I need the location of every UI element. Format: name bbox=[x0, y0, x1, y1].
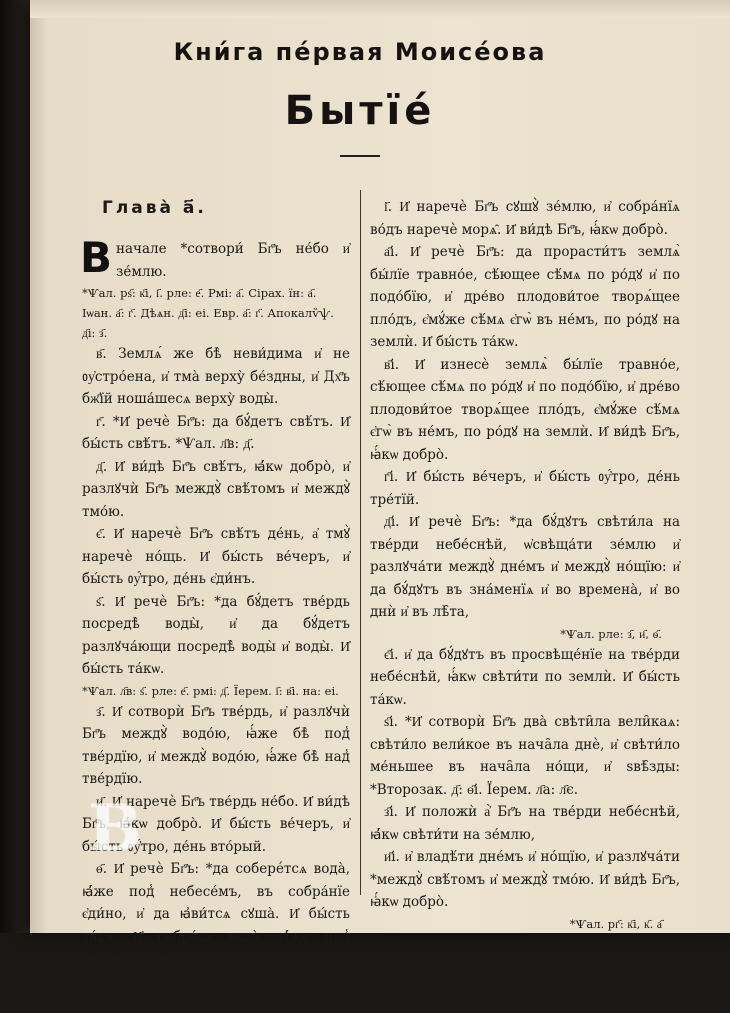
verse: и҃. И҆ наречѐ Бг҃ъ тве́рдь не́бо. И҆ ви́дѣ Бг҃ъ, ꙗ҆́кѡ добро̀. И҆ бы́сть ве́черъ, и҆ бы́сть ᲂу҆́тро, де́нь вто́рый. bbox=[82, 793, 350, 855]
previous-page-edge bbox=[30, 0, 730, 18]
verse: д҃. И҆ ви́дѣ Бг҃ъ свѣ́тъ, ꙗ҆́кѡ добро̀, и҆ разлꙋчѝ Бг҃ъ междꙋ̀ свѣ́томъ и҆ междꙋ̀ тмо́ю. bbox=[82, 458, 350, 520]
verse-text: начале *сотвори́ Бг҃ъ не́бо и҆ зе́млю. bbox=[116, 241, 350, 280]
verse: ѳ҃. И҆ речѐ Бг҃ъ: *да соберéтсѧ вода̀, ꙗ҆́же под̾ небесе́мъ, въ собра́нїе є҆ди́но, и҆ да ꙗ҆ви́тсѧ сꙋша̀. И҆ бы́сть та́кѡ. И҆ собра́сѧ вода̀, ꙗ҆́же под̾ небесе́мъ, въ собра́нїѧ своѧ̑, и҆ ꙗ҆ви́сѧ сꙋша̀. bbox=[82, 861, 350, 990]
verse: з҃. И҆ сотворѝ Бг҃ъ тве́рдь, и҆ разлꙋчѝ Бг҃ъ междꙋ̀ водо́ю, ꙗ҆́же бѣ̀ под̾ тве́рдїю, и҆ междꙋ̀ водо́ю, ꙗ҆́же бѣ̀ над̾ тве́рдїю. bbox=[82, 703, 350, 787]
left-column bbox=[82, 196, 350, 1013]
footnote-reference: *Ѱал. л҃в: ѕ҃. рле: е҃. рмі: д҃. Їерем. і҃: в҃і. на: еі. bbox=[82, 683, 339, 698]
drop-cap: В bbox=[80, 233, 113, 282]
footnote-reference: *Ѱал. рле: з҃, и҃, ѳ҃. bbox=[560, 626, 662, 641]
right-column-text bbox=[370, 196, 680, 934]
verse: а҃і. И҆ речѐ Бг҃ъ: да прорасти́тъ землѧ̀ бы́лїе травно́е, сѣ́ющее сѣ́мѧ по ро́дꙋ и҆ по подо́бїю, и҆ дре́во плодови́тое творѧ́щее пло́дъ, є҆мꙋ́же сѣ́мѧ є҆гѡ̀ въ не́мъ, по ро́дꙋ на землѝ. И҆ бы́сть та́кѡ. bbox=[370, 244, 680, 350]
verse: ѕ҃. И҆ речѐ Бг҃ъ: *да бꙋ́детъ тве́рдь посредѣ̀ воды̀, и҆ да бꙋ́детъ разлꙋча́ющи посредѣ̀ воды̀ и҆ воды̀. И҆ бы́сть та́кѡ. bbox=[82, 593, 350, 677]
watermark-logo: B bbox=[87, 791, 143, 866]
verse bbox=[80, 233, 350, 283]
verse: д҃і. И҆ речѐ Бг҃ъ: *да бꙋ́дꙋтъ свѣти́ла на тве́рди небе́снѣй, ѡ҆свѣща́ти зе́млю и҆ разлꙋча́ти междꙋ̀ дне́мъ и҆ междꙋ̀ но́щїю: и҆ да бꙋ́дꙋтъ въ зна́менїѧ и҆ во времена̀, и҆ во днѝ и҆ въ лѣ̑та, bbox=[370, 514, 680, 620]
verse: є҃. И҆ наречѐ Бг҃ъ свѣ́тъ де́нь, а҆ тмꙋ̀ наречѐ но́щь. И҆ бы́сть ве́черъ, и҆ бы́сть ᲂу҆́тро, де́нь є҆ди́нъ. bbox=[82, 526, 350, 587]
verse: и҃і. и҆ владѣ́ти дне́мъ и҆ но́щїю, и҆ разлꙋча́ти *междꙋ̀ свѣ́томъ и҆ междꙋ̀ тмо́ю. И҆ ви́дѣ Бг҃ъ, ꙗ҆́кѡ добро̀. bbox=[370, 849, 680, 910]
book-spine-shadow bbox=[0, 0, 30, 933]
book-title: Кни́га пе́рвая Моисе́ова bbox=[173, 38, 547, 66]
title-divider bbox=[340, 155, 380, 157]
column-divider bbox=[360, 190, 361, 895]
chapter-heading: Глава̀ а҃. bbox=[102, 198, 207, 218]
verse: є҃і. и҆ да бꙋ́дꙋтъ въ просвѣще́нїе на тве́рди небе́снѣй, ꙗ҆́кѡ свѣти́ти по землѝ. И҆ бы́сть та́кѡ. bbox=[370, 646, 680, 708]
footnote-reference: *Ѱал. рг҃: к҃і, к҃. а҃ bbox=[569, 916, 662, 931]
verse: і҃. И҆ наречѐ Бг҃ъ сꙋшꙋ̀ зе́млю, и҆ собра́нїѧ во́дъ наречѐ морѧ̑. И҆ ви́дѣ Бг҃ъ, ꙗ҆́кѡ добро̀. bbox=[370, 199, 680, 238]
book-subtitle: Бытїе́ bbox=[284, 88, 436, 134]
verse: в҃. Землѧ́ же бѣ̀ неви́дима и҆ не ᲂу҆стро́ена, и҆ тма̀ верху̀ бе́здны, и҆ Дх҃ъ бж҃їй ноша́шесѧ верху̀ воды̀. bbox=[82, 346, 350, 407]
verse: в҃і. И҆ изнесѐ землѧ̀ бы́лїе травно́е, сѣ́ющее сѣ́мѧ по ро́дꙋ и҆ по подо́бїю, и҆ дре́во плодови́тое творѧ́щее пло́дъ, є҆мꙋ́же сѣ́мѧ є҆гѡ̀ въ не́мъ, по ро́дꙋ на землѝ. И҆ ви́дѣ Бг҃ъ, ꙗ҆́кѡ добро̀. bbox=[370, 356, 680, 463]
verse: ѕ҃і. *И҆ сотворѝ Бг҃ъ два̀ свѣти̑ла вели̑каѧ: свѣти́ло вели́кое въ нача̑ла днѐ, и҆ свѣти́ло ме́ньшее въ нача̑ла но́щи, и҆ ѕвѣ̑зды: *Второзак. д҃: ѳ҃і. Їерем. л҃а: л҃є. bbox=[370, 714, 680, 798]
left-column-text bbox=[80, 233, 350, 1013]
right-column bbox=[370, 196, 680, 934]
verse: г҃. *И҆ речѐ Бг҃ъ: да бꙋ́детъ свѣ́тъ. И҆ бы́сть свѣ́тъ. *Ѱал. л҃в: д҃. bbox=[82, 413, 350, 452]
footnote-reference: *Ѱал. рѕ҃: к҃і, і҃. рле: е҃. Рмі: а҃. Сірах. їн: а҃. Іѡан. а҃: г҃. Дѣѧн. д҃і: еі. Евр. а҃: г҃. Апокалѷѱ. д҃і: з҃. bbox=[82, 286, 334, 340]
verse: з҃і. И҆ положѝ а҆̀ Бг҃ъ на тве́рди небе́снѣй, ꙗ҆́кѡ свѣти́ти на зе́млю, bbox=[370, 804, 680, 843]
footnote-reference: *Ѱал. л҃в: з҃. рле: ѕ҃. bbox=[225, 996, 332, 1010]
verse: г҃і. И҆ бы́сть ве́черъ, и҆ бы́сть ᲂу҆́тро, де́нь тре́тїй. bbox=[370, 469, 680, 508]
book-page bbox=[30, 0, 730, 1010]
